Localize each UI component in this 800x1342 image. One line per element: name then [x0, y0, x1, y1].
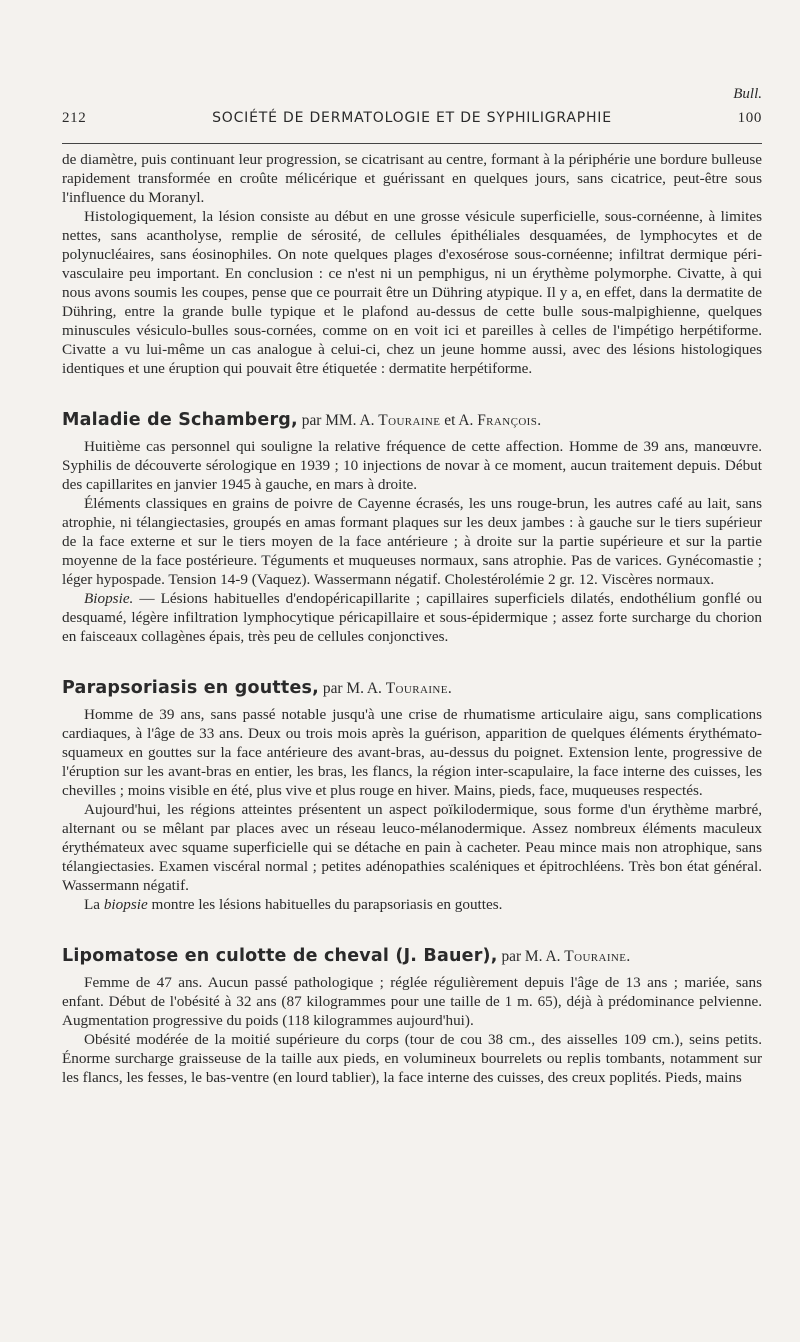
header-rule: [62, 143, 762, 144]
article-title: Parapsoriasis en gouttes,: [62, 678, 320, 698]
article-byline: par MM. A.: [301, 412, 375, 429]
article-byline: par M. A.: [501, 948, 561, 965]
paragraph: Femme de 47 ans. Aucun passé pathologique ; réglée régulièrement depuis l'âge de 13 ans ; mariée, sans enfant. Début de l'obésité à 32 ans (87 kilogrammes pour une taille de 1 m. 65), déjà à prédominance pelvienne. Augmentation progressive du poids (118 kilogrammes aujourd'hui).: [62, 974, 762, 1029]
closing-text: La: [84, 896, 104, 913]
paragraph: [62, 589, 762, 646]
author-name: François.: [477, 412, 542, 429]
article-heading-lipomatose: [62, 946, 762, 967]
article-byline: par M. A.: [322, 680, 382, 697]
author-name: Touraine.: [564, 948, 631, 965]
author-name: Touraine.: [385, 680, 453, 697]
article-heading-parapsoriasis: [62, 678, 762, 699]
paragraph: Aujourd'hui, les régions atteintes présentent un aspect poïkilodermique, sous forme d'un érythème marbré, alternant ou se mêlant par places avec un réseau leuco-mélanodermique. Assez nombreux éléments maculeux érythémateux avec squame superficielle qui se détache en pain à cacheter. Peau mince mais non atrophique, sans télangiectasies. Examen viscéral normal ; petites adénopathies scaléniques et épitrochléens. Très bon état général. Wassermann négatif.: [62, 801, 762, 894]
paragraph: Huitième cas personnel qui souligne la relative fréquence de cette affection. Homme de 39 ans, manœuvre. Syphilis de découverte sérologique en 1939 ; 10 injections de novar à ce moment, aucun traitement depuis. Début des capillarites en janvier 1945 à gauche, en mars à droite.: [62, 438, 762, 493]
author-name: Touraine: [378, 412, 441, 429]
paragraph: Éléments classiques en grains de poivre de Cayenne écrasés, les uns rouge-brun, les autres café au lait, sans atrophie, ni télangiectasies, groupés en amas formant plaques sur les deux jambes : à gauche sur le tiers supérieur de la face externe et sur le tiers moyen de la face antérieure ; à droite sur la partie supérieure et sur la partie moyenne de la face postérieure. Téguments et muqueuses normaux, sans atrophie. Pas de varices. Gynécomastie ; léger hypospade. Tension 14-9 (Vaquez). Wassermann négatif. Cholestérolémie 2 gr. 12. Viscères normaux.: [62, 495, 762, 588]
running-title: SOCIÉTÉ DE DERMATOLOGIE ET DE SYPHILIGRAPHIE: [212, 110, 612, 126]
volume-number: 100: [737, 110, 762, 126]
running-head: [62, 110, 762, 127]
article-title: Lipomatose en culotte de cheval (J. Bauer),: [62, 946, 498, 966]
article-title: Maladie de Schamberg,: [62, 410, 298, 430]
page-number: 212: [62, 110, 87, 126]
biopsy-label: Biopsie.: [84, 590, 134, 607]
paragraph: Obésité modérée de la moitié supérieure du corps (tour de cou 38 cm., des aisselles 109 cm.), seins petits. Énorme surcharge graisseuse de la taille aux pieds, en volumineux bourrelets ou replis tombants, notamment sur les flancs, les fesses, le bas-ventre (en lourd tablier), la face interne des cuisses, des creux poplités. Pieds, mains: [62, 1031, 762, 1086]
paragraph: [62, 895, 762, 914]
biopsy-text: — Lésions habituelles d'endopéricapillarite ; capillaires superficiels dilatés, endothélium gonflé ou desquamé, légère infiltration lymphocytique péricapillaire et sous-épidermique ; assez forte surcharge du chorion en faisceaux collagènes épais, très peu de cellules conjonctives.: [62, 590, 762, 645]
byline-conjunction: et A.: [444, 412, 474, 429]
closing-text: montre les lésions habituelles du parapsoriasis en gouttes.: [147, 896, 503, 913]
paragraph: Histologiquement, la lésion consiste au début en une grosse vésicule superficielle, sous-cornéenne, à limites nettes, sans acantholyse, remplie de sérosité, de cellules épithéliales desquamées, de lymphocytes et de polynucléaires, sans éosinophiles. On note quelques plages d'exosérose sous-cornéenne; infiltrat dermique péri-vasculaire peu important. En conclusion : ce n'est ni un pemphigus, ni un érythème polymorphe. Civatte, à qui nous avons soumis les coupes, pense que ce pourrait être un Dühring atypique. Il y a, en effet, dans la dermatite de Dühring, entre la grande bulle typique et le plafond au-dessus de cette bulle sous-malpighienne, quelques minuscules vésiculo-bulles sous-cornées, comme on en voit ici et pareilles à celles de l'impétigo herpétiforme. Civatte a vu lui-même un cas analogue à celui-ci, chez un jeune homme aussi, avec des lésions histologiques identiques et une éruption qui pouvait être étiquetée : dermatite herpétiforme.: [62, 208, 762, 377]
article-heading-schamberg: [62, 410, 762, 431]
journal-abbrev: Bull.: [733, 86, 762, 102]
paragraph: de diamètre, puis continuant leur progression, se cicatrisant au centre, formant à la périphérie une bordure bulleuse rapidement transformée en croûte mélicérique et guérissant en quelques jours, sans cicatrice, peut-être sous l'influence du Moranyl.: [62, 151, 762, 206]
paragraph: Homme de 39 ans, sans passé notable jusqu'à une crise de rhumatisme articulaire aigu, sans complications cardiaques, à l'âge de 33 ans. Deux ou trois mois après la guérison, apparition de quelques éléments érythémato-squameux en gouttes sur la face antérieure des avant-bras, au-dessus du poignet. Extension lente, progressive de l'éruption sur les avant-bras en entier, les bras, les flancs, la région inter-scapulaire, la face interne des cuisses, les chevilles ; moins visible en été, plus vive et plus rouge en hiver. Mains, pieds, face, muqueuses respectés.: [62, 706, 762, 799]
biopsy-word: biopsie: [103, 896, 148, 913]
body-text: [62, 150, 762, 1087]
